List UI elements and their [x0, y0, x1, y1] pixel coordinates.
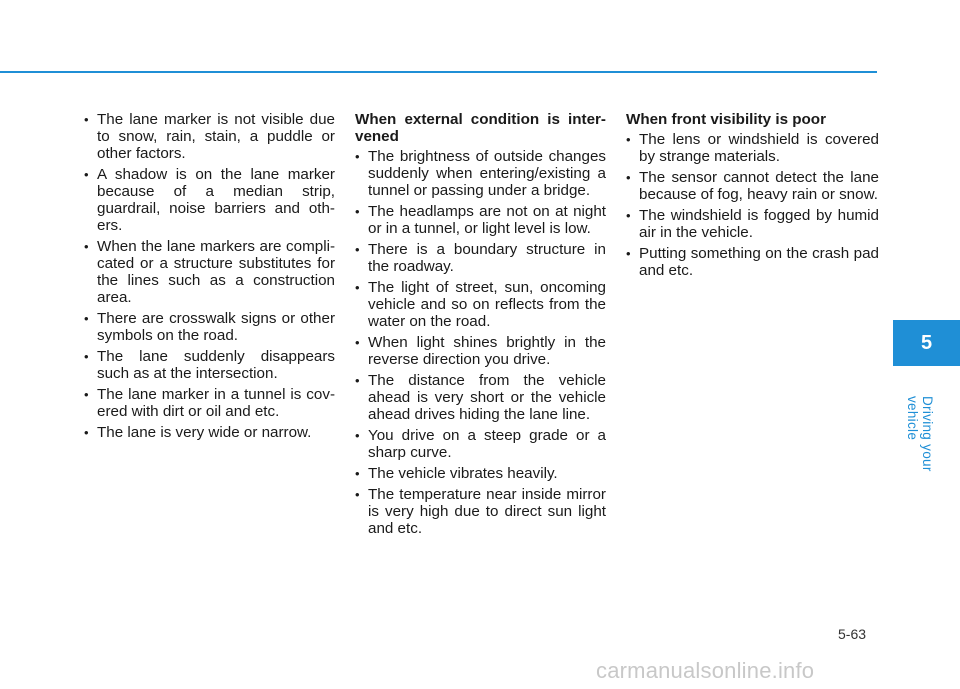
list-item: • The temperature near inside mirror is very high due to direct sun light and etc.: [355, 486, 606, 537]
list-item: • The brightness of outside changes suddenly when entering/existing a tunnel or passing under a bridge.: [355, 148, 606, 199]
list-item: • There are crosswalk signs or other symbols on the road.: [84, 310, 335, 344]
list-item: • When light shines brightly in the reverse direction you drive.: [355, 334, 606, 368]
list-item: • You drive on a steep grade or a sharp curve.: [355, 427, 606, 461]
header-rule: [0, 71, 877, 73]
list-item: • Putting something on the crash pad and etc.: [626, 245, 879, 279]
list-item: • The distance from the vehicle ahead is very short or the vehicle ahead drives hiding the lane line.: [355, 372, 606, 423]
list-item: • The headlamps are not on at night or in a tunnel, or light level is low.: [355, 203, 606, 237]
section-heading: When external condition is inter-vened: [355, 111, 606, 145]
list-item: • The sensor cannot detect the lane because of fog, heavy rain or snow.: [626, 169, 879, 203]
watermark: carmanualsonline.info: [596, 658, 815, 683]
list-item: • A shadow is on the lane marker because of a median strip, guardrail, noise barriers and oth-ers.: [84, 166, 335, 234]
bullet-list: [84, 111, 335, 441]
list-item: • When the lane markers are compli-cated or a structure substitutes for the lines such as a construction area.: [84, 238, 335, 306]
list-item: • There is a boundary structure in the roadway.: [355, 241, 606, 275]
section-heading: When front visibility is poor: [626, 111, 826, 128]
bullet-list: [626, 131, 879, 279]
list-item: • The vehicle vibrates heavily.: [355, 465, 606, 482]
column-3: [626, 111, 879, 283]
column-1: [84, 111, 335, 445]
list-item: • The lane suddenly disappears such as at the intersection.: [84, 348, 335, 382]
list-item: • The windshield is fogged by humid air in the vehicle.: [626, 207, 879, 241]
list-item: • The light of street, sun, oncoming vehicle and so on reflects from the water on the road.: [355, 279, 606, 330]
list-item: • The lens or windshield is covered by strange materials.: [626, 131, 879, 165]
list-item: • The lane is very wide or narrow.: [84, 424, 335, 441]
column-2: [355, 111, 606, 541]
chapter-number-tab: 5: [893, 320, 960, 366]
list-item: • The lane marker is not visible due to snow, rain, stain, a puddle or other factors.: [84, 111, 335, 162]
bullet-list: [355, 148, 606, 537]
chapter-title: Driving your vehicle: [905, 396, 935, 472]
list-item: • The lane marker in a tunnel is cov-ered with dirt or oil and etc.: [84, 386, 335, 420]
page-number: 5-63: [838, 626, 867, 642]
